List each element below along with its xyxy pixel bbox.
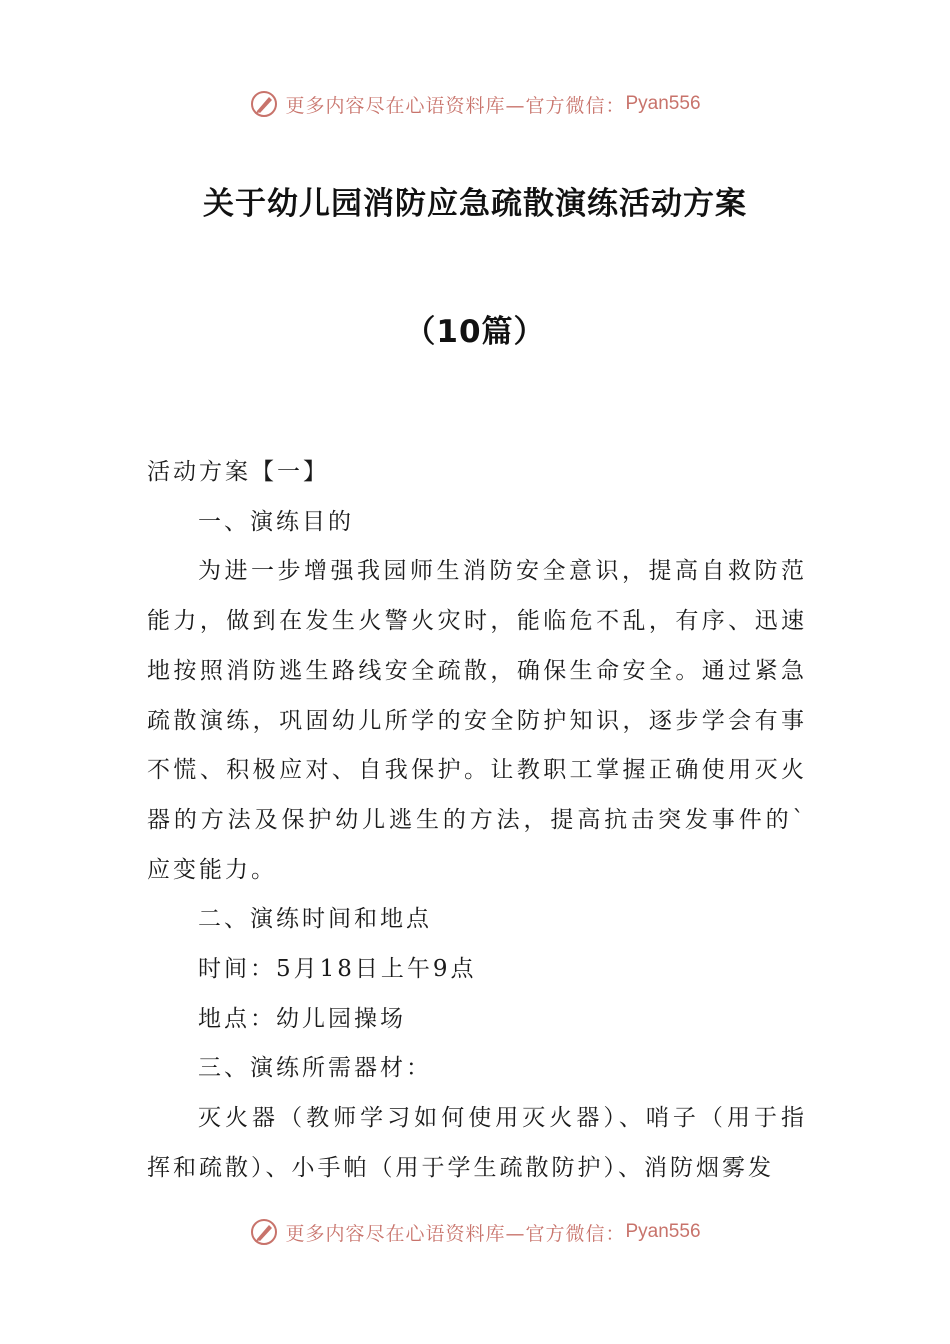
paragraph-heading-1: 一、演练目的 xyxy=(198,508,354,535)
document-body xyxy=(147,448,807,1194)
paragraph-time: 时间：5月18日上午9点 xyxy=(198,956,477,983)
section-heading: 活动方案【一】 xyxy=(147,459,329,485)
paragraph-purpose: 为进一步增强我园师生消防安全意识，提高自救防范能力，做到在发生火警火灾时，能临危不乱，有序、迅速地按照消防逃生路线安全疏散，确保生命安全。通过紧急疏散演练，巩固幼儿所学的安全防护知识，逐步学会有事不慌、积极应对、自我保护。让教职工掌握正确使用灭火器的方法及保护幼儿逃生的方法，提高抗击突发事件的`应变能力。 xyxy=(147,558,807,883)
header-banner xyxy=(0,84,950,124)
paragraph-heading-3: 三、演练所需器材： xyxy=(198,1055,432,1082)
paragraph-heading-2: 二、演练时间和地点 xyxy=(198,906,432,933)
banner-wechat-id: Pyan556 xyxy=(625,1221,701,1242)
banner-text: 更多内容尽在心语资料库—官方微信： xyxy=(285,94,626,117)
document-title: 关于幼儿园消防应急疏散演练活动方案 xyxy=(203,186,747,222)
document-subtitle: （10篇） xyxy=(404,314,546,350)
banner-text: 更多内容尽在心语资料库—官方微信： xyxy=(285,1222,626,1245)
pen-logo-icon xyxy=(249,89,279,119)
paragraph-location: 地点：幼儿园操场 xyxy=(198,1005,406,1032)
footer-banner xyxy=(0,1212,950,1252)
banner-wechat-id: Pyan556 xyxy=(625,93,701,114)
pen-logo-icon xyxy=(249,1217,279,1247)
paragraph-equipment: 灭火器（教师学习如何使用灭火器）、哨子（用于指挥和疏散）、小手帕（用于学生疏散防护）、消防烟雾发 xyxy=(147,1105,807,1181)
